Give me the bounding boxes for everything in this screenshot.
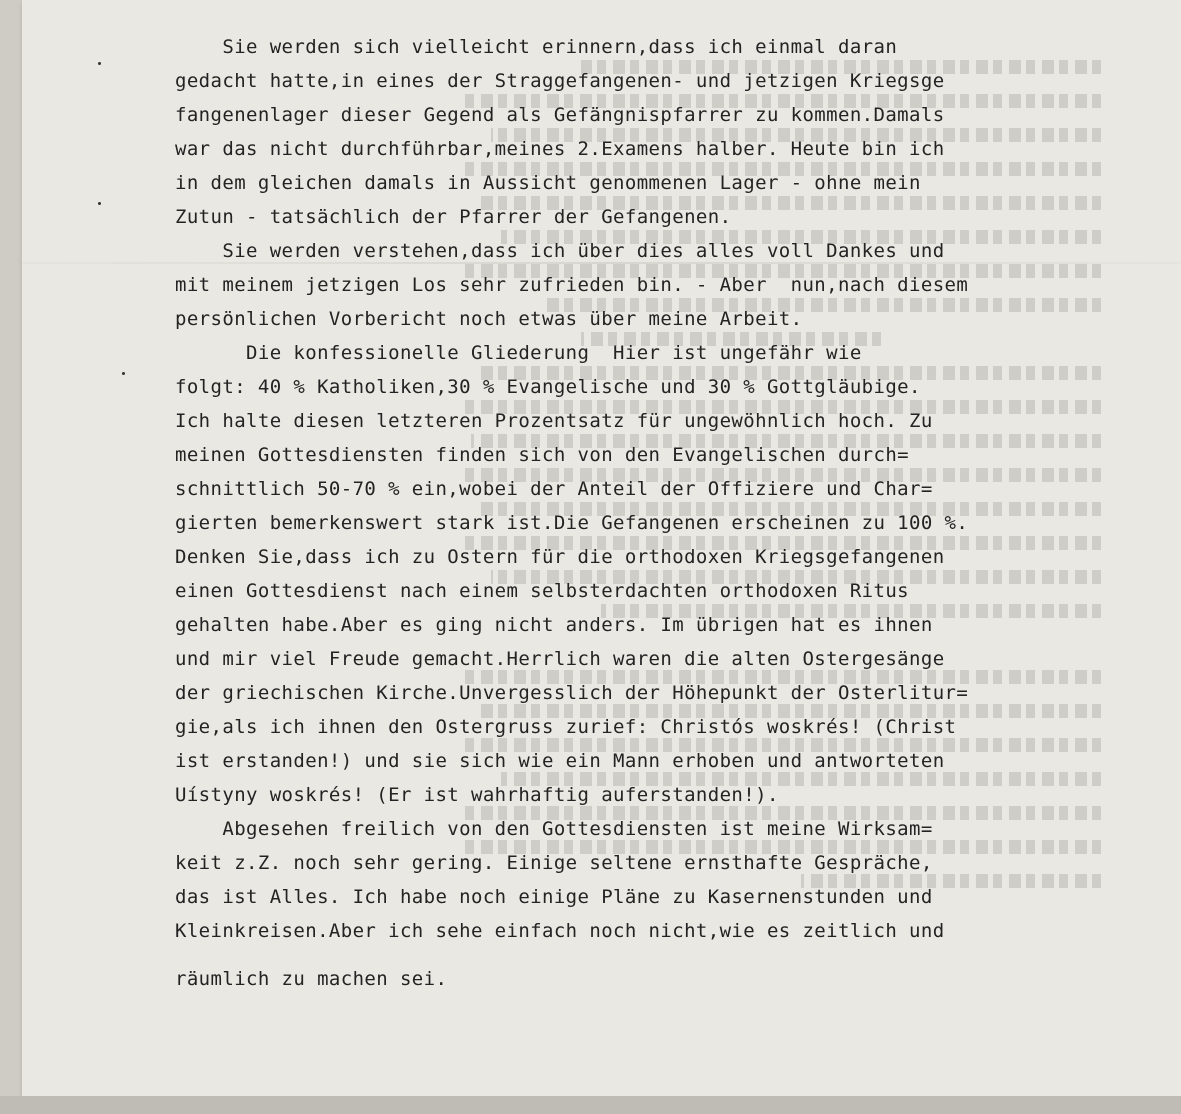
text-line: gierten bemerkenswert stark ist.Die Gefangenen erscheinen zu 100 %. (175, 512, 969, 534)
text-line: Abgesehen freilich von den Gottesdiensten ist meine Wirksam= (175, 818, 933, 840)
text-line: ist erstanden!) und sie sich wie ein Mann erhoben und antworteten (175, 750, 945, 772)
punch-mark (122, 372, 125, 375)
text-line: fangenenlager dieser Gegend als Gefängnispfarrer zu kommen.Damals (175, 104, 945, 126)
text-line: war das nicht durchführbar,meines 2.Examens halber. Heute bin ich (175, 138, 945, 160)
text-line: in dem gleichen damals in Aussicht genommenen Lager - ohne mein (175, 172, 921, 194)
text-line: Denken Sie,dass ich zu Ostern für die orthodoxen Kriegsgefangenen (175, 546, 945, 568)
text-line: räumlich zu machen sei. (175, 968, 448, 990)
letter-page (22, 0, 1181, 1096)
text-line: persönlichen Vorbericht noch etwas über meine Arbeit. (175, 308, 803, 330)
text-line: gehalten habe.Aber es ging nicht anders. Im übrigen hat es ihnen (175, 614, 933, 636)
scan-background (0, 1096, 1181, 1114)
text-line: der griechischen Kirche.Unvergesslich der Höhepunkt der Osterlitur= (175, 682, 969, 704)
text-line: und mir viel Freude gemacht.Herrlich waren die alten Ostergesänge (175, 648, 945, 670)
text-line: keit z.Z. noch sehr gering. Einige seltene ernsthafte Gespräche, (175, 852, 933, 874)
text-line: folgt: 40 % Katholiken,30 % Evangelische und 30 % Gottgläubige. (175, 376, 921, 398)
punch-mark (98, 62, 101, 65)
text-line: gie,als ich ihnen den Ostergruss zurief: Christós woskrés! (Christ (175, 716, 957, 738)
text-line: Die konfessionelle Gliederung Hier ist ungefähr wie (175, 342, 862, 364)
text-line: Uístyny woskrés! (Er ist wahrhaftig auferstanden!). (175, 784, 779, 806)
text-line: schnittlich 50-70 % ein,wobei der Anteil der Offiziere und Char= (175, 478, 933, 500)
text-line: einen Gottesdienst nach einem selbsterdachten orthodoxen Ritus (175, 580, 910, 602)
punch-mark (98, 202, 101, 205)
text-line: meinen Gottesdiensten finden sich von den Evangelischen durch= (175, 444, 910, 466)
text-line: gedacht hatte,in eines der Straggefangenen- und jetzigen Kriegsge (175, 70, 945, 92)
text-line: Kleinkreisen.Aber ich sehe einfach noch nicht,wie es zeitlich und (175, 920, 945, 942)
text-line: mit meinem jetzigen Los sehr zufrieden bin. - Aber nun,nach diesem (175, 274, 969, 296)
text-line: Ich halte diesen letzteren Prozentsatz für ungewöhnlich hoch. Zu (175, 410, 933, 432)
text-line: Zutun - tatsächlich der Pfarrer der Gefangenen. (175, 206, 732, 228)
text-line: Sie werden sich vielleicht erinnern,dass ich einmal daran (175, 36, 898, 58)
text-line: das ist Alles. Ich habe noch einige Pläne zu Kasernenstunden und (175, 886, 933, 908)
letter-body (175, 30, 1135, 996)
text-line: Sie werden verstehen,dass ich über dies alles voll Dankes und (175, 240, 945, 262)
